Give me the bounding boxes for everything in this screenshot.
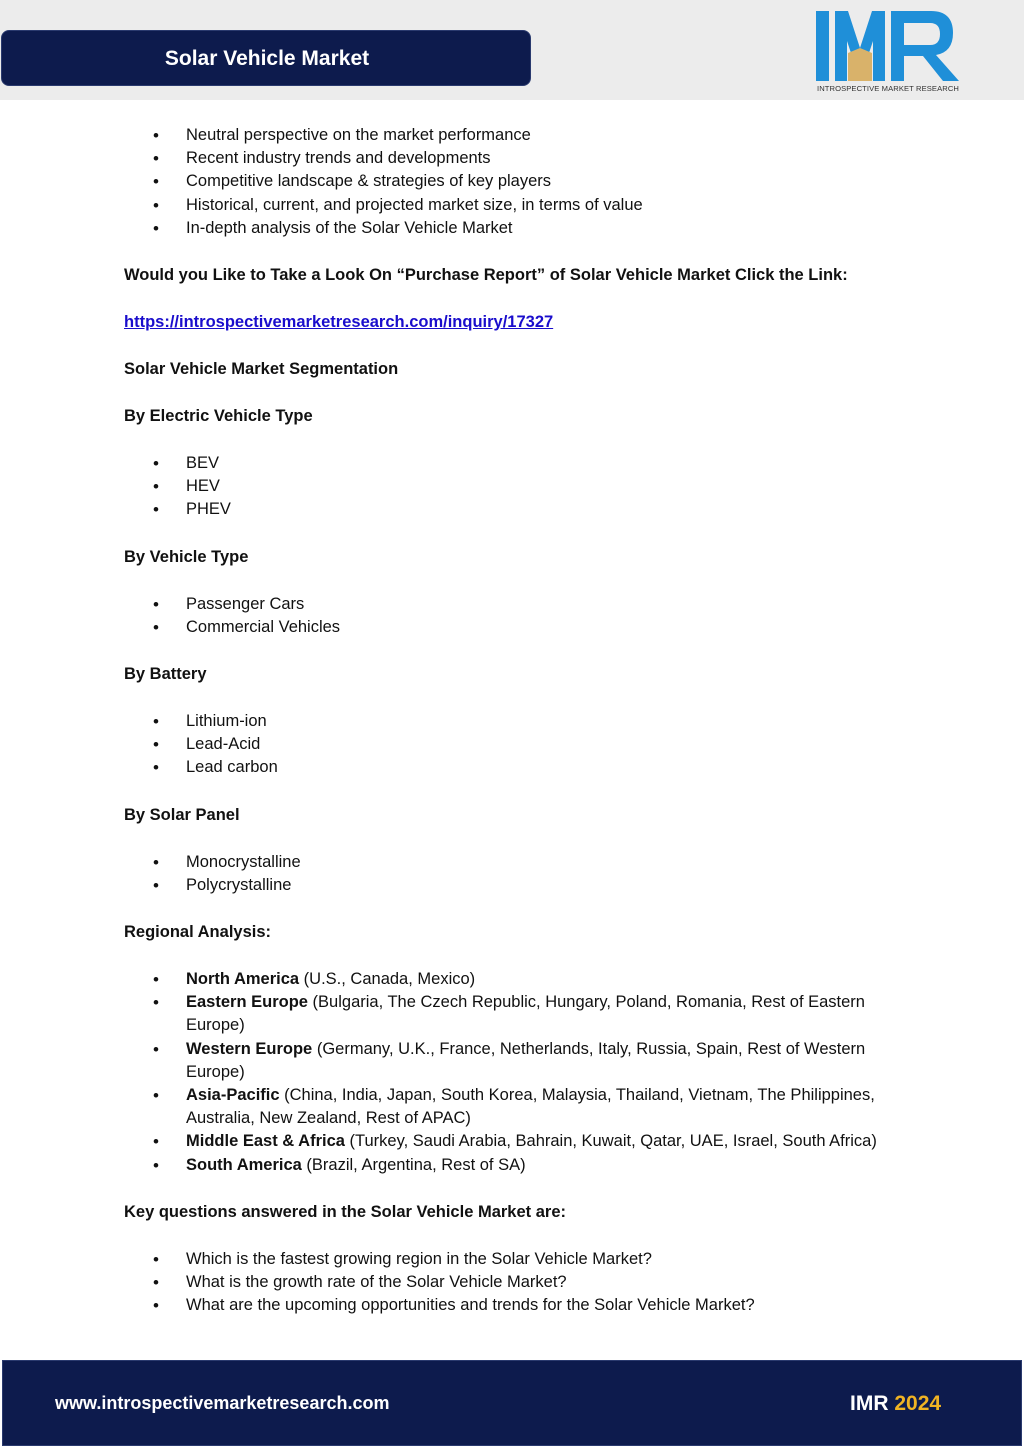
footer-year: 2024	[894, 1392, 942, 1415]
questions-list	[124, 1248, 924, 1318]
region-detail: (Germany, U.K., France, Netherlands, Italy, Russia, Spain, Rest of Western Europe)	[186, 1039, 866, 1081]
logo-caption: INTROSPECTIVE MARKET RESEARCH	[816, 84, 959, 93]
list-item: • Monocrystalline	[124, 851, 924, 874]
region-detail: (Brazil, Argentina, Rest of SA)	[301, 1155, 526, 1174]
purchase-link[interactable]: https://introspectivemarketresearch.com/inquiry/17327	[124, 313, 554, 332]
footer-bar	[2, 1360, 1022, 1446]
segment-list-battery	[124, 710, 924, 780]
segment-list-solar-panel	[124, 851, 924, 897]
region-name: Middle East & Africa	[186, 1132, 345, 1151]
region-name: Western Europe	[186, 1039, 313, 1058]
list-item: • Historical, current, and projected market size, in terms of value	[124, 194, 924, 217]
region-item	[124, 991, 924, 1037]
regional-list	[124, 968, 924, 1177]
region-item	[124, 968, 924, 991]
region-name: Asia-Pacific	[186, 1086, 280, 1105]
region-detail: (U.S., Canada, Mexico)	[299, 970, 476, 989]
footer-brand-name: IMR	[850, 1392, 889, 1415]
region-item	[124, 1084, 924, 1130]
region-detail: (Turkey, Saudi Arabia, Bahrain, Kuwait, Qatar, UAE, Israel, South Africa)	[344, 1132, 877, 1151]
list-item: • Neutral perspective on the market performance	[124, 124, 924, 147]
list-item: • What are the upcoming opportunities and trends for the Solar Vehicle Market?	[124, 1294, 924, 1317]
region-item	[124, 1038, 924, 1084]
list-item: • PHEV	[124, 498, 924, 521]
title-bar	[1, 30, 531, 86]
segmentation-title: Solar Vehicle Market Segmentation	[124, 360, 399, 379]
region-detail: (China, India, Japan, South Korea, Malaysia, Thailand, Vietnam, The Philippines, Australia, New Zealand, Rest of APAC)	[186, 1086, 875, 1128]
segment-title-solar-panel: By Solar Panel	[124, 805, 240, 824]
region-name: North America	[186, 970, 300, 989]
list-item: • Commercial Vehicles	[124, 616, 924, 639]
list-item: • Passenger Cars	[124, 593, 924, 616]
list-item: • Competitive landscape & strategies of key players	[124, 170, 924, 193]
list-item: • Recent industry trends and developments	[124, 147, 924, 170]
segment-title-vehicle-type: By Vehicle Type	[124, 547, 249, 566]
list-item: • HEV	[124, 475, 924, 498]
intro-list	[124, 124, 924, 240]
imr-logo-mark	[813, 8, 963, 84]
segment-list-vehicle-type	[124, 593, 924, 639]
segment-title-ev-type: By Electric Vehicle Type	[124, 407, 313, 426]
footer-brand	[850, 1392, 941, 1416]
purchase-prompt: Would you Like to Take a Look On “Purchase Report” of Solar Vehicle Market Click the Link:	[124, 266, 848, 285]
questions-title: Key questions answered in the Solar Vehicle Market are:	[124, 1202, 566, 1221]
page-title: Solar Vehicle Market	[164, 47, 370, 70]
list-item: • Lead carbon	[124, 756, 924, 779]
list-item: • Lead-Acid	[124, 733, 924, 756]
regional-title: Regional Analysis:	[124, 923, 272, 942]
footer-website-link[interactable]: www.introspectivemarketresearch.com	[55, 1393, 390, 1413]
region-name: South America	[186, 1155, 302, 1174]
segment-list-ev-type	[124, 452, 924, 522]
list-item: • What is the growth rate of the Solar Vehicle Market?	[124, 1271, 924, 1294]
region-item	[124, 1130, 924, 1153]
region-item	[124, 1154, 924, 1177]
imr-logo	[813, 8, 963, 98]
list-item: • Polycrystalline	[124, 874, 924, 897]
region-detail: (Bulgaria, The Czech Republic, Hungary, Poland, Romania, Rest of Eastern Europe)	[186, 993, 865, 1035]
document-body	[124, 124, 924, 1317]
list-item: • BEV	[124, 452, 924, 475]
list-item: • In-depth analysis of the Solar Vehicle Market	[124, 217, 924, 240]
segment-title-battery: By Battery	[124, 665, 207, 684]
region-name: Eastern Europe	[186, 993, 308, 1012]
list-item: • Which is the fastest growing region in the Solar Vehicle Market?	[124, 1248, 924, 1271]
list-item: • Lithium-ion	[124, 710, 924, 733]
